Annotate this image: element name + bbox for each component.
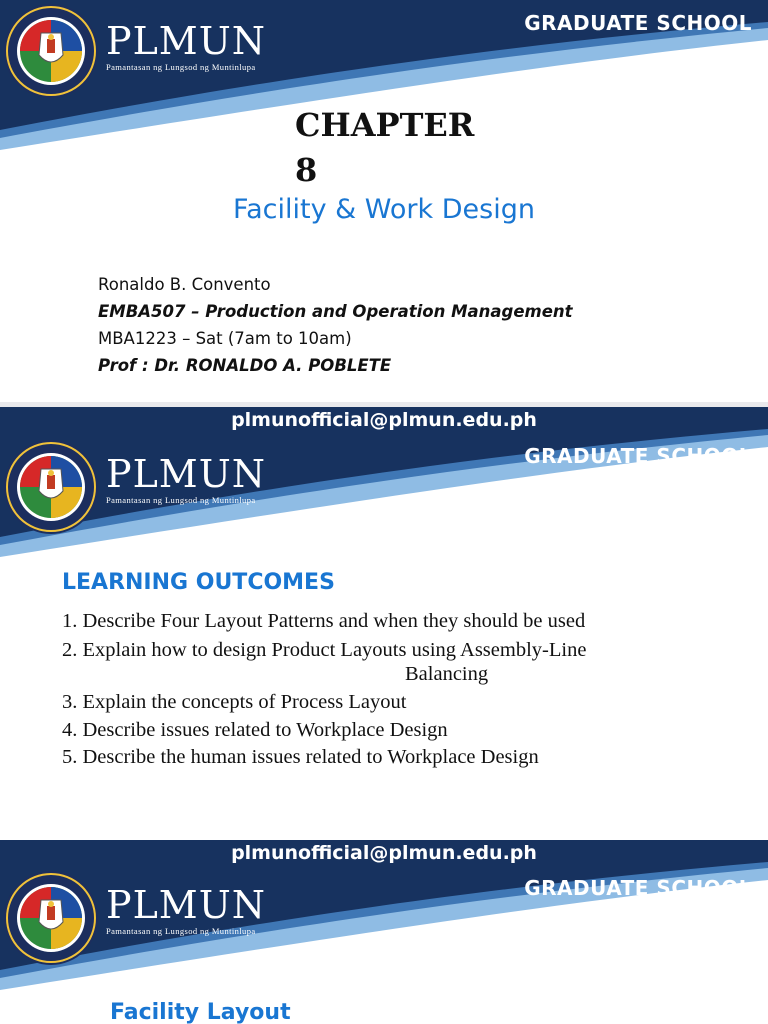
- brand-block: [106, 452, 266, 505]
- outcome-item: 2. Explain how to design Product Layouts using Assembly-Line: [62, 639, 587, 661]
- learning-outcomes-title: LEARNING OUTCOMES: [62, 570, 335, 595]
- brand-block: [106, 883, 266, 936]
- brand-subtitle: Pamantasan ng Lungsod ng Muntinlupa: [106, 62, 256, 72]
- outcome-item: 4. Describe issues related to Workplace Design: [62, 719, 448, 741]
- outcome-item-continuation: Balancing: [405, 663, 489, 685]
- brand-name: PLMUN: [106, 452, 266, 496]
- professor: Prof : Dr. RONALDO A. POBLETE: [98, 356, 392, 375]
- chapter-word: CHAPTER: [295, 106, 475, 144]
- subject-title: Facility & Work Design: [233, 194, 535, 225]
- facility-layout-title: Facility Layout: [110, 1000, 291, 1024]
- brand-name: PLMUN: [106, 19, 266, 63]
- brand-name: PLMUN: [106, 883, 266, 927]
- plmun-seal-logo: [3, 870, 99, 966]
- graduate-school-label: GRADUATE SCHOOL: [524, 876, 752, 900]
- chapter-heading: [295, 103, 495, 193]
- chapter-number: 8: [295, 151, 318, 189]
- outcome-item: 1. Describe Four Layout Patterns and when they should be used: [62, 610, 586, 632]
- outcome-item: 5. Describe the human issues related to Workplace Design: [62, 746, 539, 768]
- email-address: plmunofficial@plmun.edu.ph: [231, 409, 537, 431]
- outcome-item: 3. Explain the concepts of Process Layout: [62, 691, 407, 713]
- slide-facility-layout: [0, 840, 768, 1024]
- brand-subtitle: Pamantasan ng Lungsod ng Muntinlupa: [106, 926, 256, 936]
- course-name: EMBA507 – Production and Operation Management: [98, 302, 573, 321]
- student-name: Ronaldo B. Convento: [98, 275, 271, 294]
- email-address: plmunofficial@plmun.edu.ph: [231, 842, 537, 864]
- slide-learning-outcomes: [0, 407, 768, 810]
- slide-divider: [0, 810, 768, 840]
- schedule: MBA1223 – Sat (7am to 10am): [98, 329, 352, 348]
- graduate-school-label: GRADUATE SCHOOL: [524, 444, 752, 468]
- slide-title: [0, 0, 768, 402]
- graduate-school-label: GRADUATE SCHOOL: [524, 11, 752, 35]
- plmun-seal-logo: [3, 3, 99, 99]
- brand-subtitle: Pamantasan ng Lungsod ng Muntinlupa: [106, 495, 256, 505]
- brand-block: [106, 19, 266, 72]
- plmun-seal-logo: [3, 439, 99, 535]
